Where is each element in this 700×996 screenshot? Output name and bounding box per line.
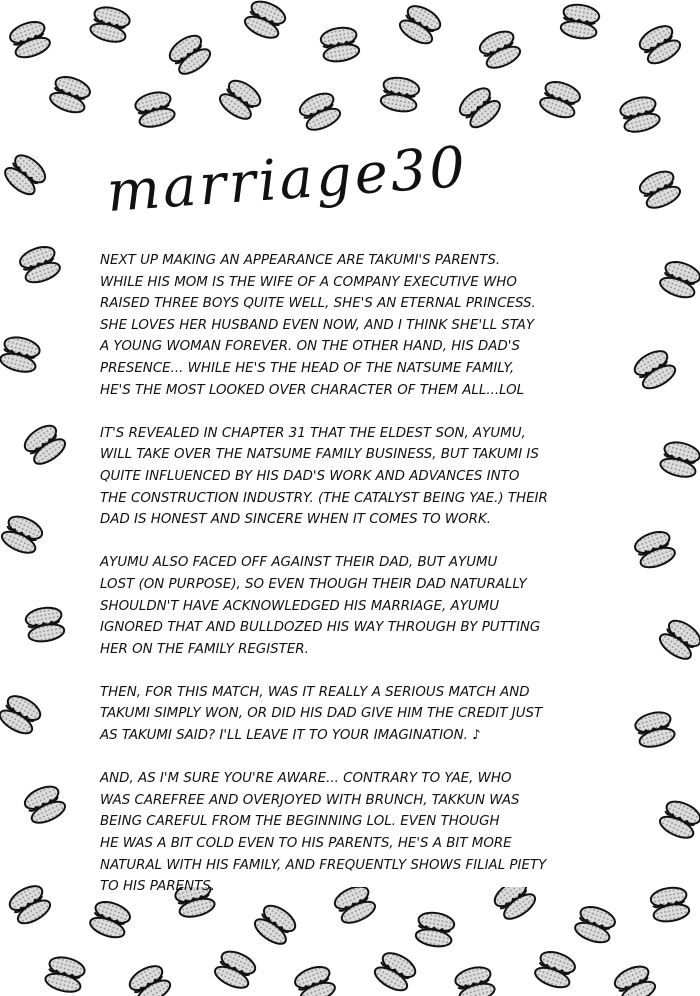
macaron-icon bbox=[43, 954, 86, 995]
paragraph-family-business: IT'S REVEALED IN CHAPTER 31 THAT THE ELDEST SON, AYUMU, WILL TAKE OVER THE NATSUME FAMILY BUSINESS, BUT TAKUMI IS QUITE INFLUENCED BY HIS DAD'S WORK AND ADVANCES INTO THE CONSTRUCTION INDUSTRY. (THE CATALYST BEING YAE.) THEIR DAD IS HONEST AND SINCERE WHEN IT COMES TO WORK. bbox=[100, 425, 548, 528]
macaron-icon bbox=[396, 1, 444, 48]
macaron-icon bbox=[24, 605, 65, 644]
macaron-icon bbox=[538, 78, 583, 121]
macaron-icon bbox=[126, 961, 174, 996]
paragraph-ayumu: AYUMU ALSO FACED OFF AGAINST THEIR DAD, BUT AYUMU LOST (ON PURPOSE), SO EVEN THOUGH THEIR DAD NATURALLY SHOULDN'T HAVE ACKNOWLEDGED HIS MARRIAGE, AYUMU IGNORED THAT AND BULLDOZED HIS WAY THROUGH BY PUTTING HER ON THE FAMILY REGISTER. bbox=[100, 555, 541, 657]
macaron-icon bbox=[48, 73, 93, 116]
macaron-icon bbox=[133, 89, 176, 130]
macaron-icon bbox=[0, 334, 42, 375]
paragraph-match: THEN, FOR THIS MATCH, WAS IT REALLY A SERIOUS MATCH AND TAKUMI SIMPLY WON, OR DID HIS DAD GIVE HIM THE CREDIT JUST AS TAKUMI SAID? I'LL LEAVE IT TO YOUR IMAGINATION. ♪ bbox=[100, 684, 543, 744]
macaron-icon bbox=[22, 782, 69, 827]
macaron-icon bbox=[1, 150, 50, 198]
macaron-icon bbox=[455, 83, 504, 131]
macaron-icon bbox=[637, 167, 684, 212]
macaron-icon bbox=[657, 797, 700, 842]
macaron-icon bbox=[0, 512, 45, 557]
macaron-icon bbox=[632, 528, 677, 571]
macaron-icon bbox=[559, 2, 600, 41]
macaron-icon bbox=[612, 962, 659, 996]
macaron-icon bbox=[166, 31, 214, 79]
paragraph-takkun: AND, AS I'M SURE YOU'RE AWARE... CONTRARY TO YAE, WHO WAS CAREFREE AND OVERJOYED WITH BRUNCH, TAKKUN WAS BEING CAREFUL FROM THE BEGINNING LOL. EVEN THOUGH HE WAS A BIT COLD EVEN TO HIS PARENTS, HE'S A BIT MORE NATURAL WITH HIS FAMILY, AND FREQUENTLY SHOWS FILIAL PIETY TO HIS PARENTS. bbox=[100, 771, 547, 895]
macaron-icon bbox=[88, 4, 131, 45]
macaron-icon bbox=[533, 948, 578, 991]
macaron-icon bbox=[631, 346, 679, 393]
macaron-icon bbox=[618, 94, 661, 135]
macaron-icon bbox=[371, 948, 419, 995]
macaron-icon bbox=[658, 439, 700, 480]
macaron-icon bbox=[379, 75, 420, 114]
macaron-icon bbox=[633, 709, 676, 750]
paragraph-parents: NEXT UP MAKING AN APPEARANCE ARE TAKUMI'S PARENTS. WHILE HIS MOM IS THE WIFE OF A COMPANY EXECUTIVE WHO RAISED THREE BOYS QUITE WELL, SHE'S AN ETERNAL PRINCESS. SHE LOVES HER HUSBAND EVEN NOW, AND I THINK SHE'LL STAY A YOUNG WOMAN FOREVER. ON THE OTHER HAND, HIS DAD'S PRESENCE... WHILE HE'S THE HEAD OF THE NATSUME FAMILY, HE'S THE MOST LOOKED OVER CHARACTER OF THEM ALL...LOL bbox=[100, 253, 536, 398]
macaron-icon bbox=[292, 963, 337, 996]
macaron-icon bbox=[216, 76, 264, 124]
macaron-icon bbox=[319, 25, 360, 64]
macaron-icon bbox=[649, 885, 690, 924]
macaron-icon bbox=[636, 21, 684, 68]
macaron-icon bbox=[17, 243, 62, 286]
body-text bbox=[100, 250, 630, 919]
macaron-icon bbox=[6, 881, 54, 928]
macaron-icon bbox=[453, 964, 496, 996]
macaron-icon bbox=[21, 421, 69, 469]
text-panel bbox=[95, 132, 631, 895]
macaron-icon bbox=[212, 947, 259, 992]
page-title: marriage30 bbox=[104, 134, 470, 225]
macaron-icon bbox=[477, 27, 524, 72]
macaron-icon bbox=[242, 0, 289, 42]
macaron-icon bbox=[297, 89, 344, 134]
macaron-icon bbox=[7, 18, 52, 61]
macaron-icon bbox=[656, 616, 700, 664]
macaron-icon bbox=[658, 258, 700, 301]
macaron-icon bbox=[0, 691, 44, 738]
